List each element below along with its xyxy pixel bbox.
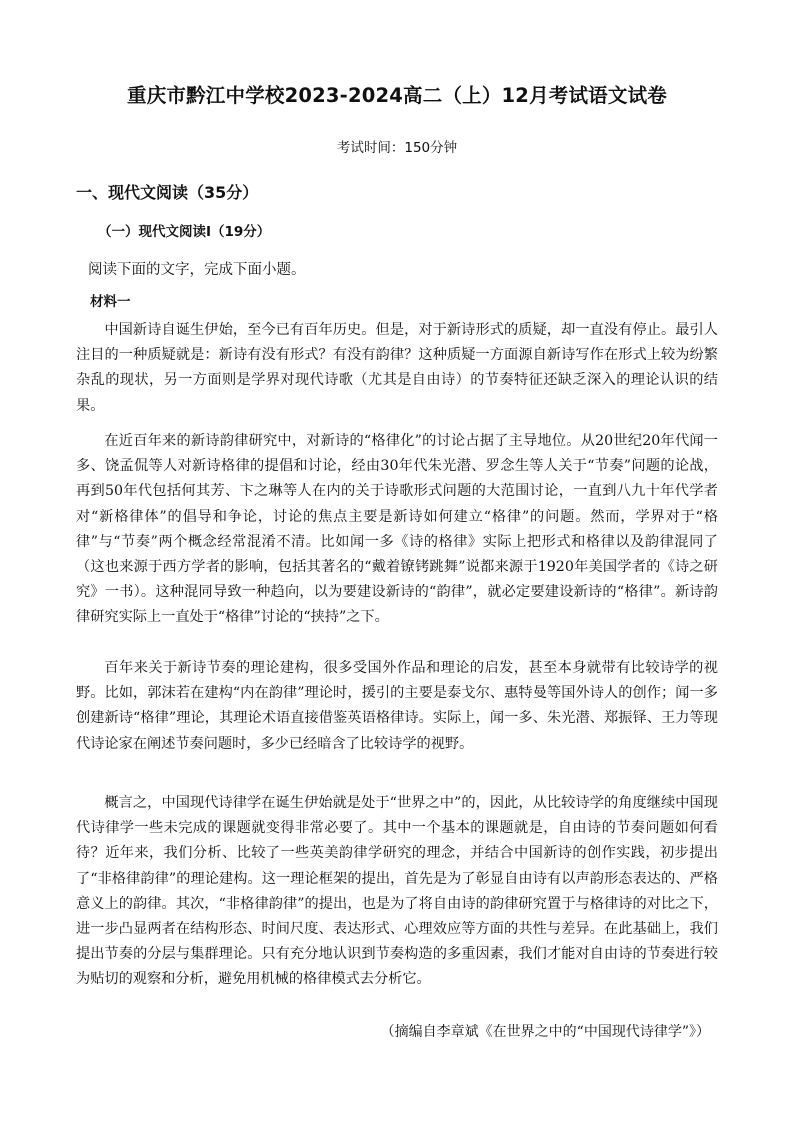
reading-instruction: 阅读下面的文字，完成下面小题。 — [88, 262, 306, 278]
passage-source: （摘编自李章斌《在世界之中的“中国现代诗律学”》） — [380, 1024, 710, 1040]
exam-title: 重庆市黔江中学校2023-2024高二（上）12月考试语文试卷 — [127, 84, 667, 107]
material-label: 材料一 — [90, 294, 131, 310]
exam-time: 考试时间：150分钟 — [336, 140, 458, 156]
passage-paragraph-4: 概言之，中国现代诗律学在诞生伊始就是处于“世界之中”的，因此，从比较诗学的角度继续中国现代诗律学一些未完成的课题就变得非常必要了。其中一个基本的课题就是，自由诗的节奏问题如何看待？近年来，我们分析、比较了一些英美韵律学研究的理念，并结合中国新诗的创作实践，初步提出了“非格律韵律”的理论建构。这一理论框架的提出，首先是为了彰显自由诗有以声韵形态表达的、严格意义上的韵律。其次，“非格律韵律”的提出，也是为了将自由诗的韵律研究置于与格律诗的对比之下，进一步凸显两者在结构形态、时间尺度、表达形式、心理效应等方面的共性与差异。在此基础上，我们提出节奏的分层与集群理论。只有充分地认识到节奏构造的多重因素，我们才能对自由诗的节奏进行较为贴切的观察和分析，避免用机械的格律模式去分析它。 — [76, 795, 718, 988]
subsection-heading: （一）现代文阅读Ⅰ（19分） — [98, 224, 271, 240]
passage-paragraph-1: 中国新诗自诞生伊始，至今已有百年历史。但是，对于新诗形式的质疑，却一直没有停止。最引人注目的一种质疑就是：新诗有没有形式？有没有韵律？这种质疑一方面源自新诗写作在形式上较为纷繁杂乱的现状，另一方面则是学界对现代诗歌（尤其是自由诗）的节奏特征还缺乏深入的理论认识的结果。 — [76, 322, 718, 414]
passage-paragraph-2: 在近百年来的新诗韵律研究中，对新诗的“格律化”的讨论占据了主导地位。从20世纪20年代闻一多、饶孟侃等人对新诗格律的提倡和讨论，经由30年代朱光潜、罗念生等人关于“节奏”问题的论战，再到50年代包括何其芳、卞之琳等人在内的关于诗歌形式问题的大范围讨论，一直到八九十年代学者对“新格律体”的倡导和争论，讨论的焦点主要是新诗如何建立“格律”的问题。然而，学界对于“格律”与“节奏”两个概念经常混淆不清。比如闻一多《诗的格律》实际上把形式和格律以及韵律混同了（这也来源于西方学者的影响，包括其著名的“戴着镣铐跳舞”说都来源于1920年美国学者的《诗之研究》一书）。这种混同导致一种趋向，以为要建设新诗的“韵律”，就必定要建设新诗的“格律”。新诗韵律研究实际上一直处于“格律”讨论的“挟持”之下。 — [76, 433, 718, 626]
section-heading: 一、现代文阅读（35分） — [76, 183, 259, 202]
passage-paragraph-3: 百年来关于新诗节奏的理论建构，很多受国外作品和理论的启发，甚至本身就带有比较诗学的视野。比如，郭沫若在建构“内在韵律”理论时，援引的主要是泰戈尔、惠特曼等国外诗人的创作；闻一多创建新诗“格律”理论，其理论术语直接借鉴英语格律诗。实际上，闻一多、朱光潜、郑振铎、王力等现代诗论家在阐述节奏问题时，多少已经暗含了比较诗学的视野。 — [76, 660, 718, 752]
